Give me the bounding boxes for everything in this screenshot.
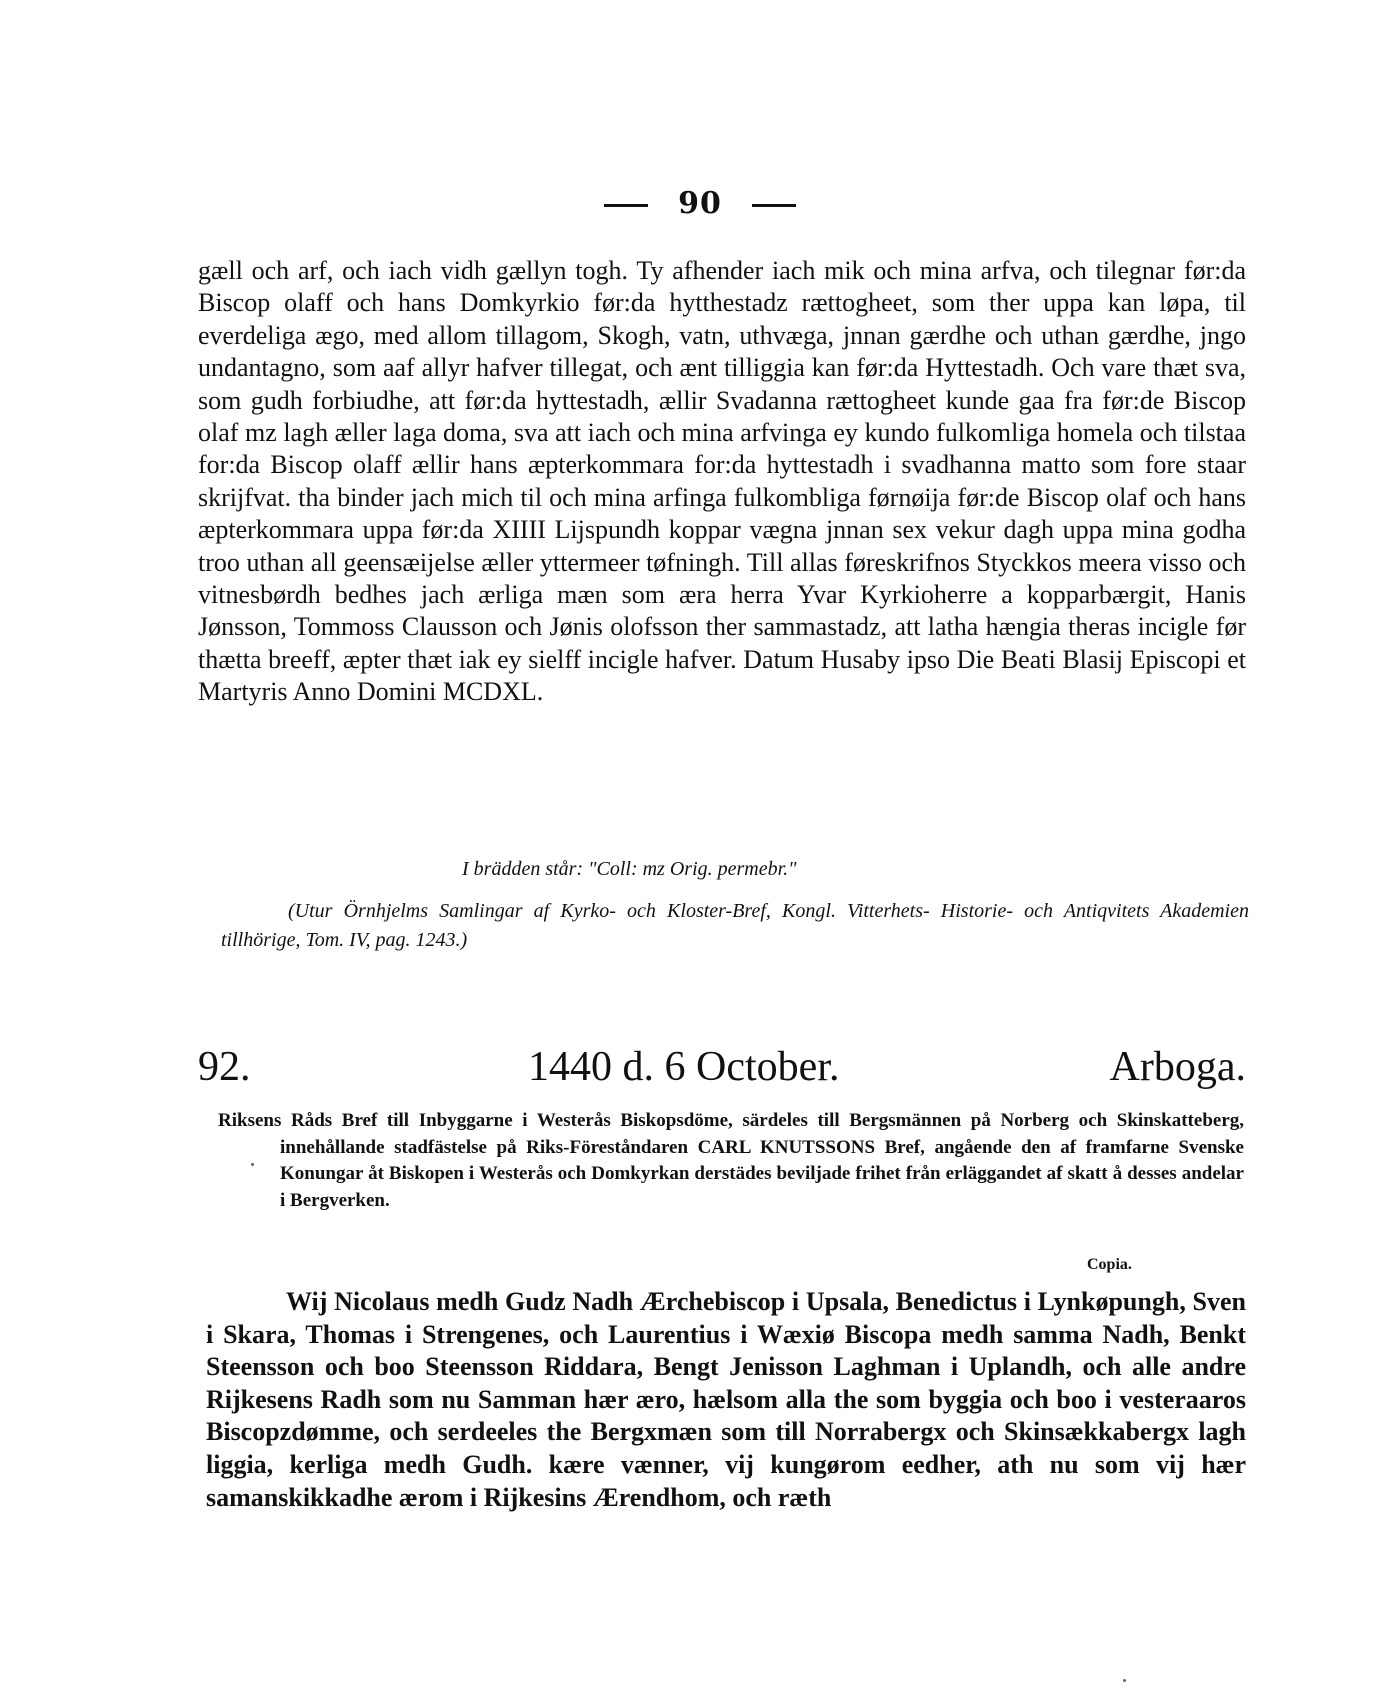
source-citation: (Utur Örnhjelms Samlingar af Kyrko- och Kloster-Bref, Kongl. Vitterhets- Historie- och Antiqvitets Akademien tillhörige, Tom. IV, pag. 1243.) xyxy=(221,900,1249,951)
print-speck xyxy=(251,1163,254,1166)
margin-note: I brädden står: "Coll: mz Orig. permebr." xyxy=(462,858,797,880)
entry-summary: Riksens Råds Bref till Inbyggarne i Westerås Biskopsdöme, särdeles till Bergsmännen på Norberg och Skinskatteberg, innehållande stadfästelse på Riks-Föreståndaren CARL KNUTSSONS Bref, angående den af framfarne Svenske Konungar åt Biskopen i Westerås och Domkyrkan derstädes beviljade frihet från erläggandet af skatt å desses andelar i Bergverken. xyxy=(218,1110,1244,1211)
copia-label: Copia. xyxy=(1087,1256,1132,1273)
entry-date: 1440 d. 6 October. xyxy=(528,1044,840,1090)
header-dash-left xyxy=(604,204,648,207)
charter-text-continued: gæll och arf, och iach vidh gællyn togh. Ty afhender iach mik och mina arfva, och tilegnar før:da Biscop olaff och hans Domkyrkio før:da hytthestadz rættogheet, som ther uppa kan løpa, til everdeliga ægo, med allom tillagom, Skogh, vatn, uthvæga, jnnan gærdhe och uthan gærdhe, jngo undantagno, som aaf allyr hafver tillegat, och ænt tilliggia kan før:da Hyttestadh. Och vare thæt sva, som gudh forbiudhe, att før:da hyttestadh, ællir Svadanna rættogheet kunde gaa fra før:de Biscop olaf mz lagh æller laga doma, sva att iach och mina arfvinga ey kundo fulkomliga homela och tilstaa for:da Biscop olaff ællir hans æpterkommara for:da hyttestadh i svadhanna matto som fore staar skrijfvat. tha binder jach mich til och mina arfinga fulkombliga førnøija før:de Biscop olaf och hans æpterkommara uppa før:da XIIII Lijspundh koppar vægna jnnan sex vekur dagh uppa mina godha troo uthan all geensæijelse æller yttermeer tøfningh. Till allas føreskrifnos Styckkos meera visso och vitnesbørdh bedhes jach ærliga mæn som æra herra Yvar Kyrkioherre a kopparbærgit, Hanis Jønsson, Tommoss Clausson och Jønis olofsson ther sammastadz, att latha hængia theras incigle før thætta breeff, æpter thæt iak ey sielff incigle hafver. Datum Husaby ipso Die Beati Blasij Episcopi et Martyris Anno Domini MCDXL. xyxy=(198,256,1246,707)
entry-place: Arboga. xyxy=(1109,1044,1246,1090)
charter-text-opening: Wij Nicolaus medh Gudz Nadh Ærchebiscop i Upsala, Benedictus i Lynkøpungh, Sven i Skara, Thomas i Strengenes, och Laurentius i Wæxiø Biscopa medh samma Nadh, Benkt Steensson och boo Steensson Riddara, Bengt Jenisson Laghman i Uplandh, och alle andre Rijkesens Radh som nu Samman hær æro, hælsom alla the som byggia och boo i vesteraaros Biscopzdømme, och serdeeles the Bergxmæn som till Norrabergx och Skinsækkabergx lagh liggia, kerliga medh Gudh. kære vænner, vij kungørom eedher, ath nu som vij hær samanskikkadhe ærom i Rijkesins Ærendhom, och ræth xyxy=(206,1287,1246,1512)
page-header xyxy=(0,186,1400,221)
print-speck xyxy=(1123,1679,1126,1682)
header-dash-right xyxy=(752,204,796,207)
page-number: 90 xyxy=(678,186,722,221)
entry-number: 92. xyxy=(198,1044,251,1090)
entry-heading xyxy=(198,1043,1246,1093)
